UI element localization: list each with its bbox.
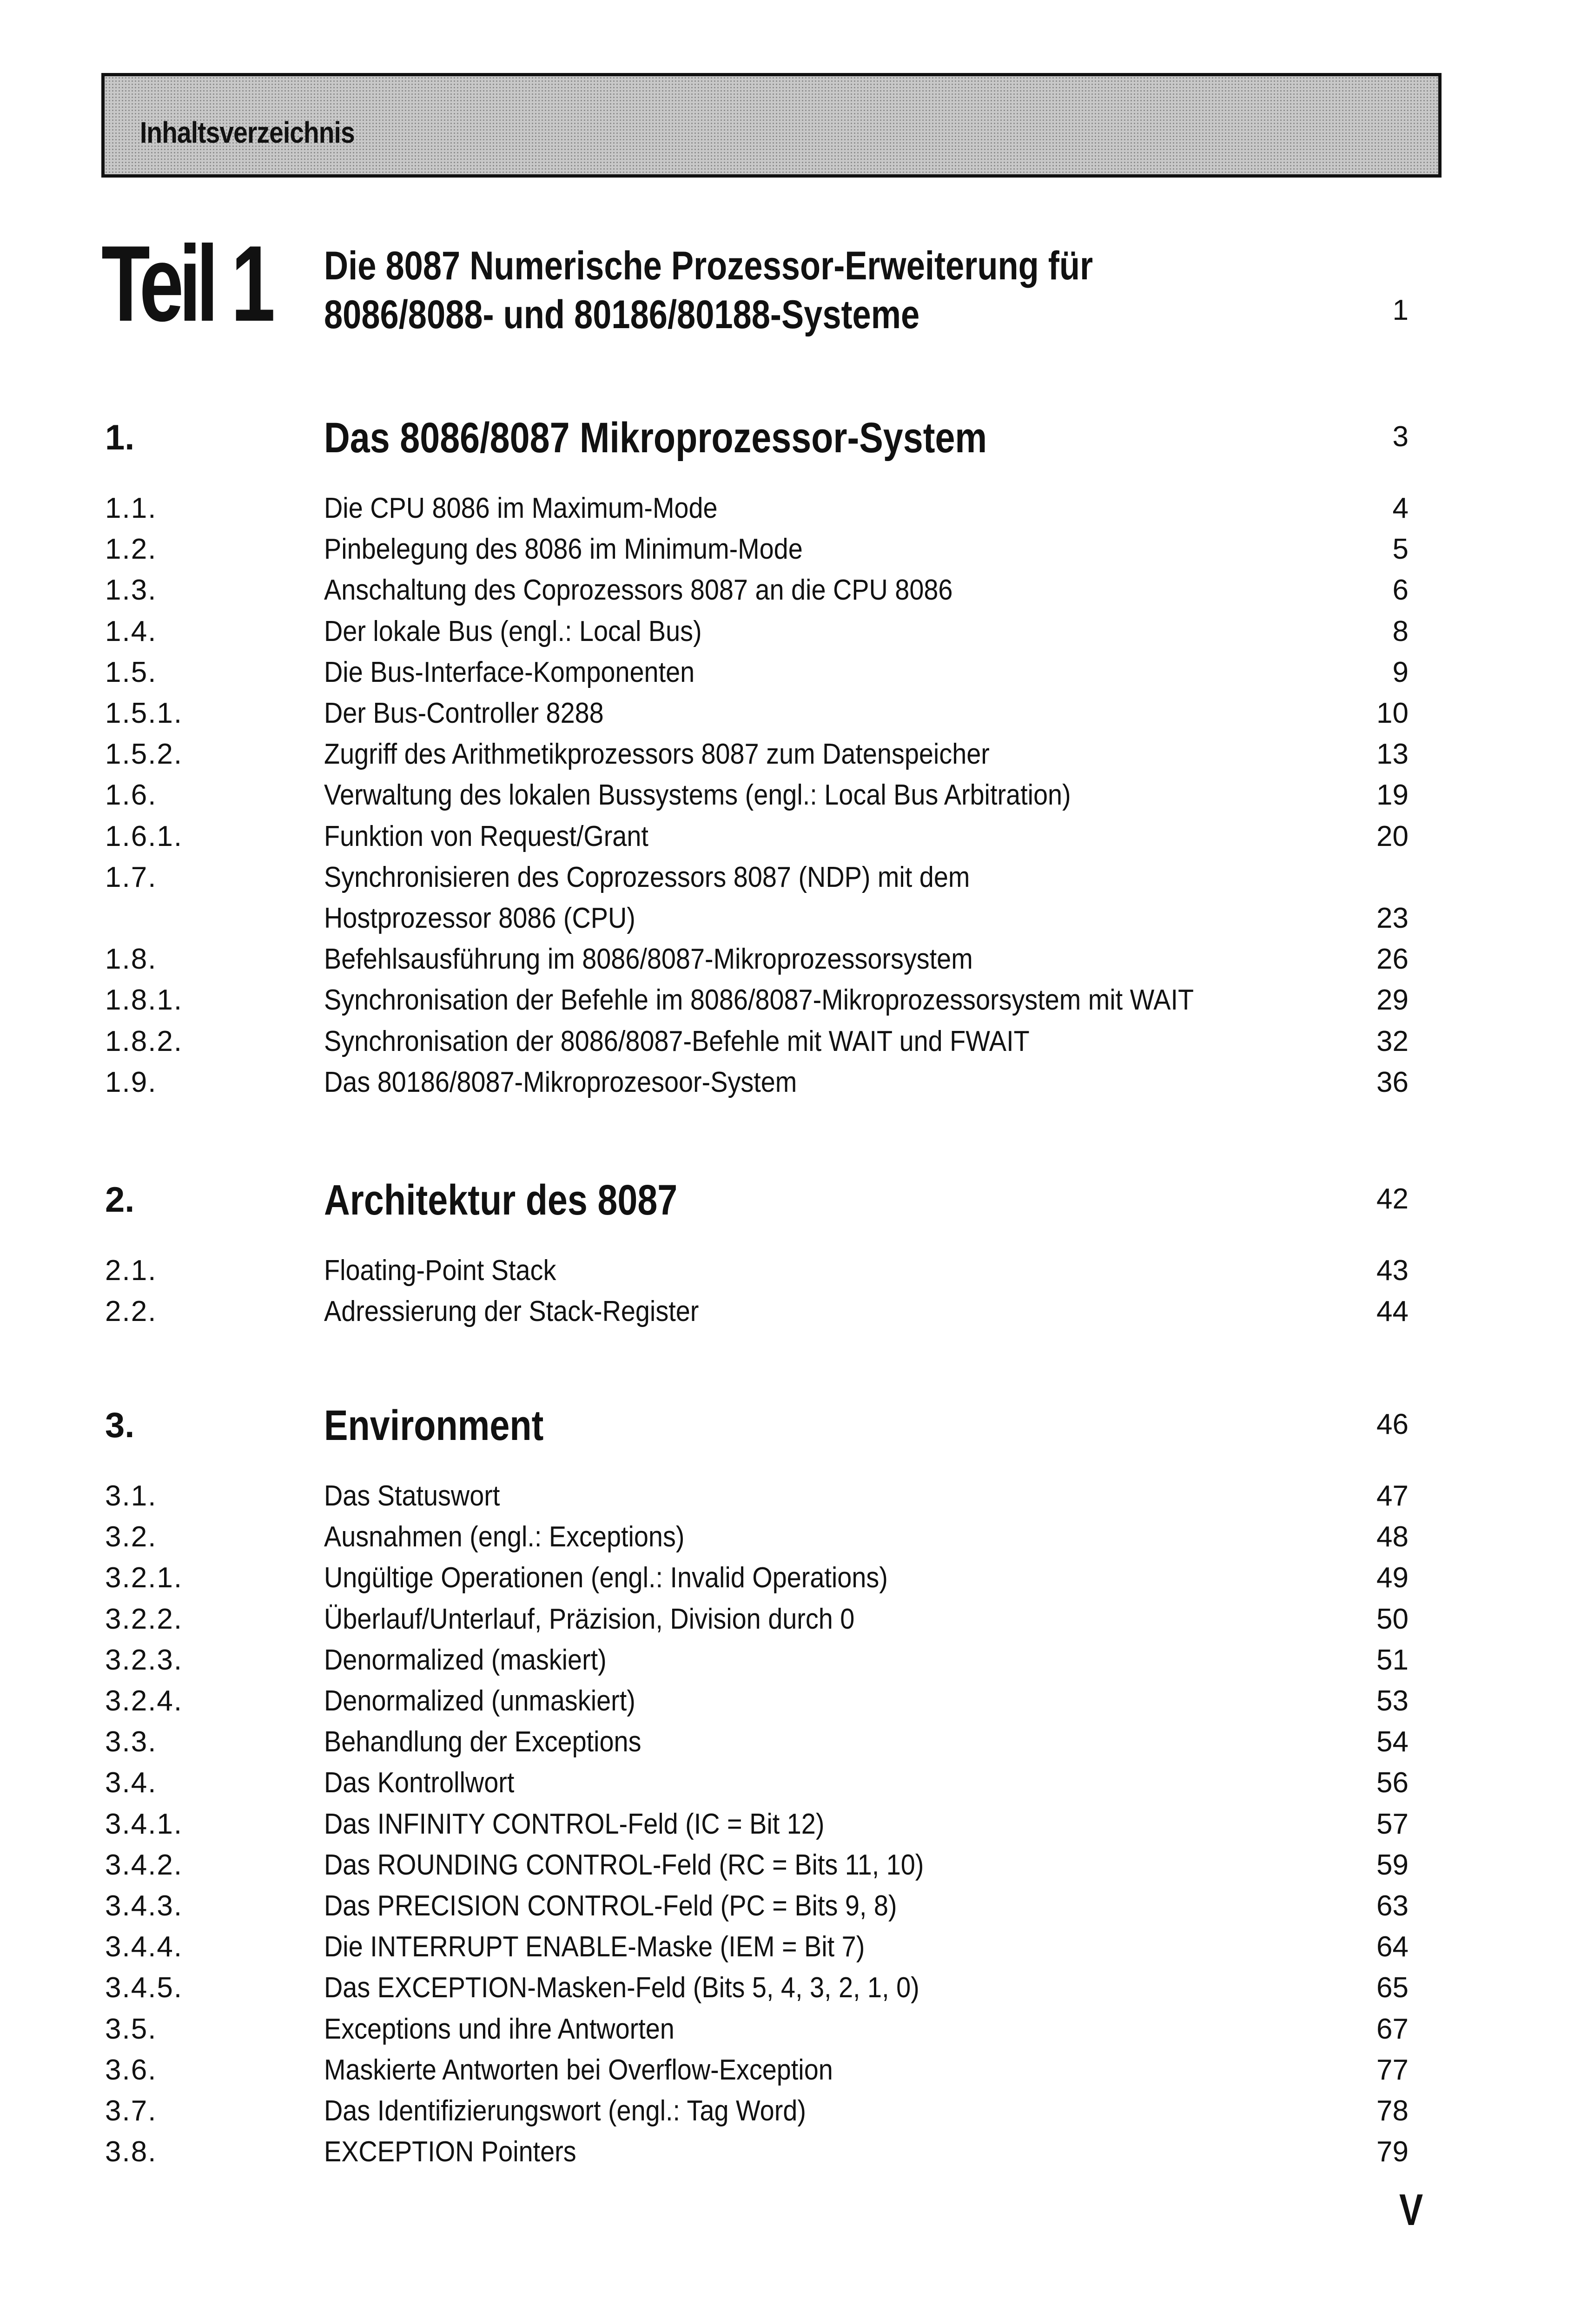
entry-title: Synchronisation der Befehle im 8086/8087-Mikroprozessorsystem mit WAIT (324, 984, 1194, 1017)
entry-title: Das ROUNDING CONTROL-Feld (RC = Bits 11, 10) (324, 1849, 924, 1881)
entry-number: 1.5.2. (105, 738, 183, 771)
entry-number: 1.7. (105, 861, 157, 893)
entry-page-number: 19 (1376, 779, 1409, 812)
entry-page-number: 54 (1376, 1726, 1409, 1758)
entry-number: 3.4.3. (105, 1890, 183, 1922)
entry-page-number: 4 (1392, 492, 1409, 524)
entry-title: Maskierte Antworten bei Overflow-Exception (324, 2053, 833, 2086)
entry-number: 2.1. (105, 1254, 157, 1287)
part-title (324, 242, 1093, 339)
part-title-line-1: Die 8087 Numerische Prozessor-Erweiterung für (324, 244, 1093, 288)
entry-page-number: 79 (1376, 2136, 1409, 2168)
entry-page-number: 20 (1376, 820, 1409, 852)
entry-title: Behandlung der Exceptions (324, 1726, 642, 1758)
entry-number: 1.1. (105, 492, 157, 524)
entry-number: 1.8.1. (105, 984, 183, 1017)
entry-page-number: 9 (1392, 656, 1409, 688)
entry-page-number: 65 (1376, 1972, 1409, 2004)
entry-page-number: 8 (1392, 615, 1409, 647)
entry-page-number: 36 (1376, 1066, 1409, 1098)
section-title: Environment (324, 1402, 544, 1449)
entry-number: 3.7. (105, 2095, 157, 2127)
entry-number: 3.5. (105, 2013, 157, 2045)
section-page-number: 3 (1392, 421, 1409, 453)
entry-number: 3.1. (105, 1480, 157, 1512)
entry-title: Ungültige Operationen (engl.: Invalid Operations) (324, 1562, 888, 1594)
entry-number: 1.4. (105, 615, 157, 647)
entry-title: Floating-Point Stack (324, 1254, 556, 1287)
entry-title: Das EXCEPTION-Masken-Feld (Bits 5, 4, 3, 2, 1, 0) (324, 1972, 919, 2004)
entry-number: 3.4.2. (105, 1849, 183, 1881)
entry-title: Verwaltung des lokalen Bussystems (engl.: Local Bus Arbitration) (324, 779, 1071, 812)
entry-title: Das Statuswort (324, 1480, 500, 1512)
entry-title: Das 80186/8087-Mikroprozesoor-System (324, 1066, 797, 1098)
entry-page-number: 50 (1376, 1603, 1409, 1635)
entry-title: Der lokale Bus (engl.: Local Bus) (324, 615, 702, 647)
entry-number: 3.6. (105, 2053, 157, 2086)
entry-page-number: 49 (1376, 1562, 1409, 1594)
entry-title: Adressierung der Stack-Register (324, 1295, 699, 1328)
entry-number: 3.2.1. (105, 1562, 183, 1594)
section-page-number: 42 (1376, 1183, 1409, 1215)
entry-page-number: 56 (1376, 1767, 1409, 1799)
entry-page-number: 53 (1376, 1685, 1409, 1717)
entry-title: Die INTERRUPT ENABLE-Maske (IEM = Bit 7) (324, 1931, 865, 1963)
entry-number: 3.4.1. (105, 1808, 183, 1840)
entry-title: Hostprozessor 8086 (CPU) (324, 902, 635, 934)
entry-number: 1.6.1. (105, 820, 183, 852)
entry-page-number: 26 (1376, 943, 1409, 976)
entry-number: 3.2.3. (105, 1644, 183, 1676)
entry-title: Das PRECISION CONTROL-Feld (PC = Bits 9, 8) (324, 1890, 897, 1922)
entry-number: 1.5.1. (105, 697, 183, 729)
entry-page-number: 51 (1376, 1644, 1409, 1676)
part-label: Teil 1 (101, 224, 271, 344)
entry-number: 1.2. (105, 533, 157, 566)
entry-number: 1.5. (105, 656, 157, 688)
header-banner (101, 73, 1442, 178)
entry-title: Funktion von Request/Grant (324, 820, 648, 852)
entry-number: 1.6. (105, 779, 157, 812)
section-number: 2. (105, 1180, 135, 1220)
entry-title: Denormalized (maskiert) (324, 1644, 607, 1676)
entry-page-number: 57 (1376, 1808, 1409, 1840)
entry-page-number: 67 (1376, 2013, 1409, 2045)
page-folio: V (1399, 2185, 1423, 2235)
entry-title: Das Identifizierungswort (engl.: Tag Word) (324, 2095, 806, 2127)
entry-page-number: 59 (1376, 1849, 1409, 1881)
entry-title: Exceptions und ihre Antworten (324, 2013, 675, 2045)
entry-page-number: 44 (1376, 1295, 1409, 1328)
entry-page-number: 47 (1376, 1480, 1409, 1512)
entry-number: 3.2. (105, 1521, 157, 1553)
entry-number: 1.3. (105, 574, 157, 607)
entry-title: Ausnahmen (engl.: Exceptions) (324, 1521, 685, 1553)
entry-number: 3.2.2. (105, 1603, 183, 1635)
entry-page-number: 43 (1376, 1254, 1409, 1287)
part-page-number: 1 (1392, 294, 1409, 326)
section-number: 1. (105, 418, 135, 457)
entry-title: Das INFINITY CONTROL-Feld (IC = Bit 12) (324, 1808, 825, 1840)
section-title: Architektur des 8087 (324, 1176, 678, 1224)
entry-number: 3.8. (105, 2136, 157, 2168)
header-title: Inhaltsverzeichnis (140, 116, 355, 149)
entry-title: Zugriff des Arithmetikprozessors 8087 zum Datenspeicher (324, 738, 990, 771)
entry-number: 1.8.2. (105, 1025, 183, 1057)
entry-title: Das Kontrollwort (324, 1767, 515, 1799)
section-number: 3. (105, 1406, 135, 1445)
entry-page-number: 78 (1376, 2095, 1409, 2127)
section-title: Das 8086/8087 Mikroprozessor-System (324, 414, 987, 462)
entry-number: 3.4.5. (105, 1972, 183, 2004)
entry-page-number: 10 (1376, 697, 1409, 729)
entry-page-number: 13 (1376, 738, 1409, 771)
entry-title: Pinbelegung des 8086 im Minimum-Mode (324, 533, 803, 566)
entry-page-number: 6 (1392, 574, 1409, 607)
entry-title: Überlauf/Unterlauf, Präzision, Division durch 0 (324, 1603, 855, 1635)
entry-title: Befehlsausführung im 8086/8087-Mikroprozessorsystem (324, 943, 973, 976)
entry-title: Die Bus-Interface-Komponenten (324, 656, 695, 688)
entry-number: 3.4. (105, 1767, 157, 1799)
entry-page-number: 63 (1376, 1890, 1409, 1922)
entry-title: Anschaltung des Coprozessors 8087 an die CPU 8086 (324, 574, 953, 607)
entry-page-number: 29 (1376, 984, 1409, 1017)
entry-number: 3.4.4. (105, 1931, 183, 1963)
entry-number: 1.8. (105, 943, 157, 976)
entry-number: 3.3. (105, 1726, 157, 1758)
entry-title: Der Bus-Controller 8288 (324, 697, 604, 729)
part-title-line-2: 8086/8088- und 80186/80188-Systeme (324, 292, 920, 337)
entry-title: EXCEPTION Pointers (324, 2136, 576, 2168)
entry-page-number: 23 (1376, 902, 1409, 934)
entry-title: Die CPU 8086 im Maximum-Mode (324, 492, 718, 524)
entry-title: Denormalized (unmaskiert) (324, 1685, 635, 1717)
entry-title: Synchronisieren des Coprozessors 8087 (NDP) mit dem (324, 861, 970, 893)
section-page-number: 46 (1376, 1408, 1409, 1440)
entry-number: 2.2. (105, 1295, 157, 1328)
entry-number: 1.9. (105, 1066, 157, 1098)
entry-page-number: 32 (1376, 1025, 1409, 1057)
entry-number: 3.2.4. (105, 1685, 183, 1717)
entry-page-number: 64 (1376, 1931, 1409, 1963)
entry-page-number: 77 (1376, 2053, 1409, 2086)
entry-page-number: 48 (1376, 1521, 1409, 1553)
entry-page-number: 5 (1392, 533, 1409, 566)
entry-title: Synchronisation der 8086/8087-Befehle mit WAIT und FWAIT (324, 1025, 1030, 1057)
